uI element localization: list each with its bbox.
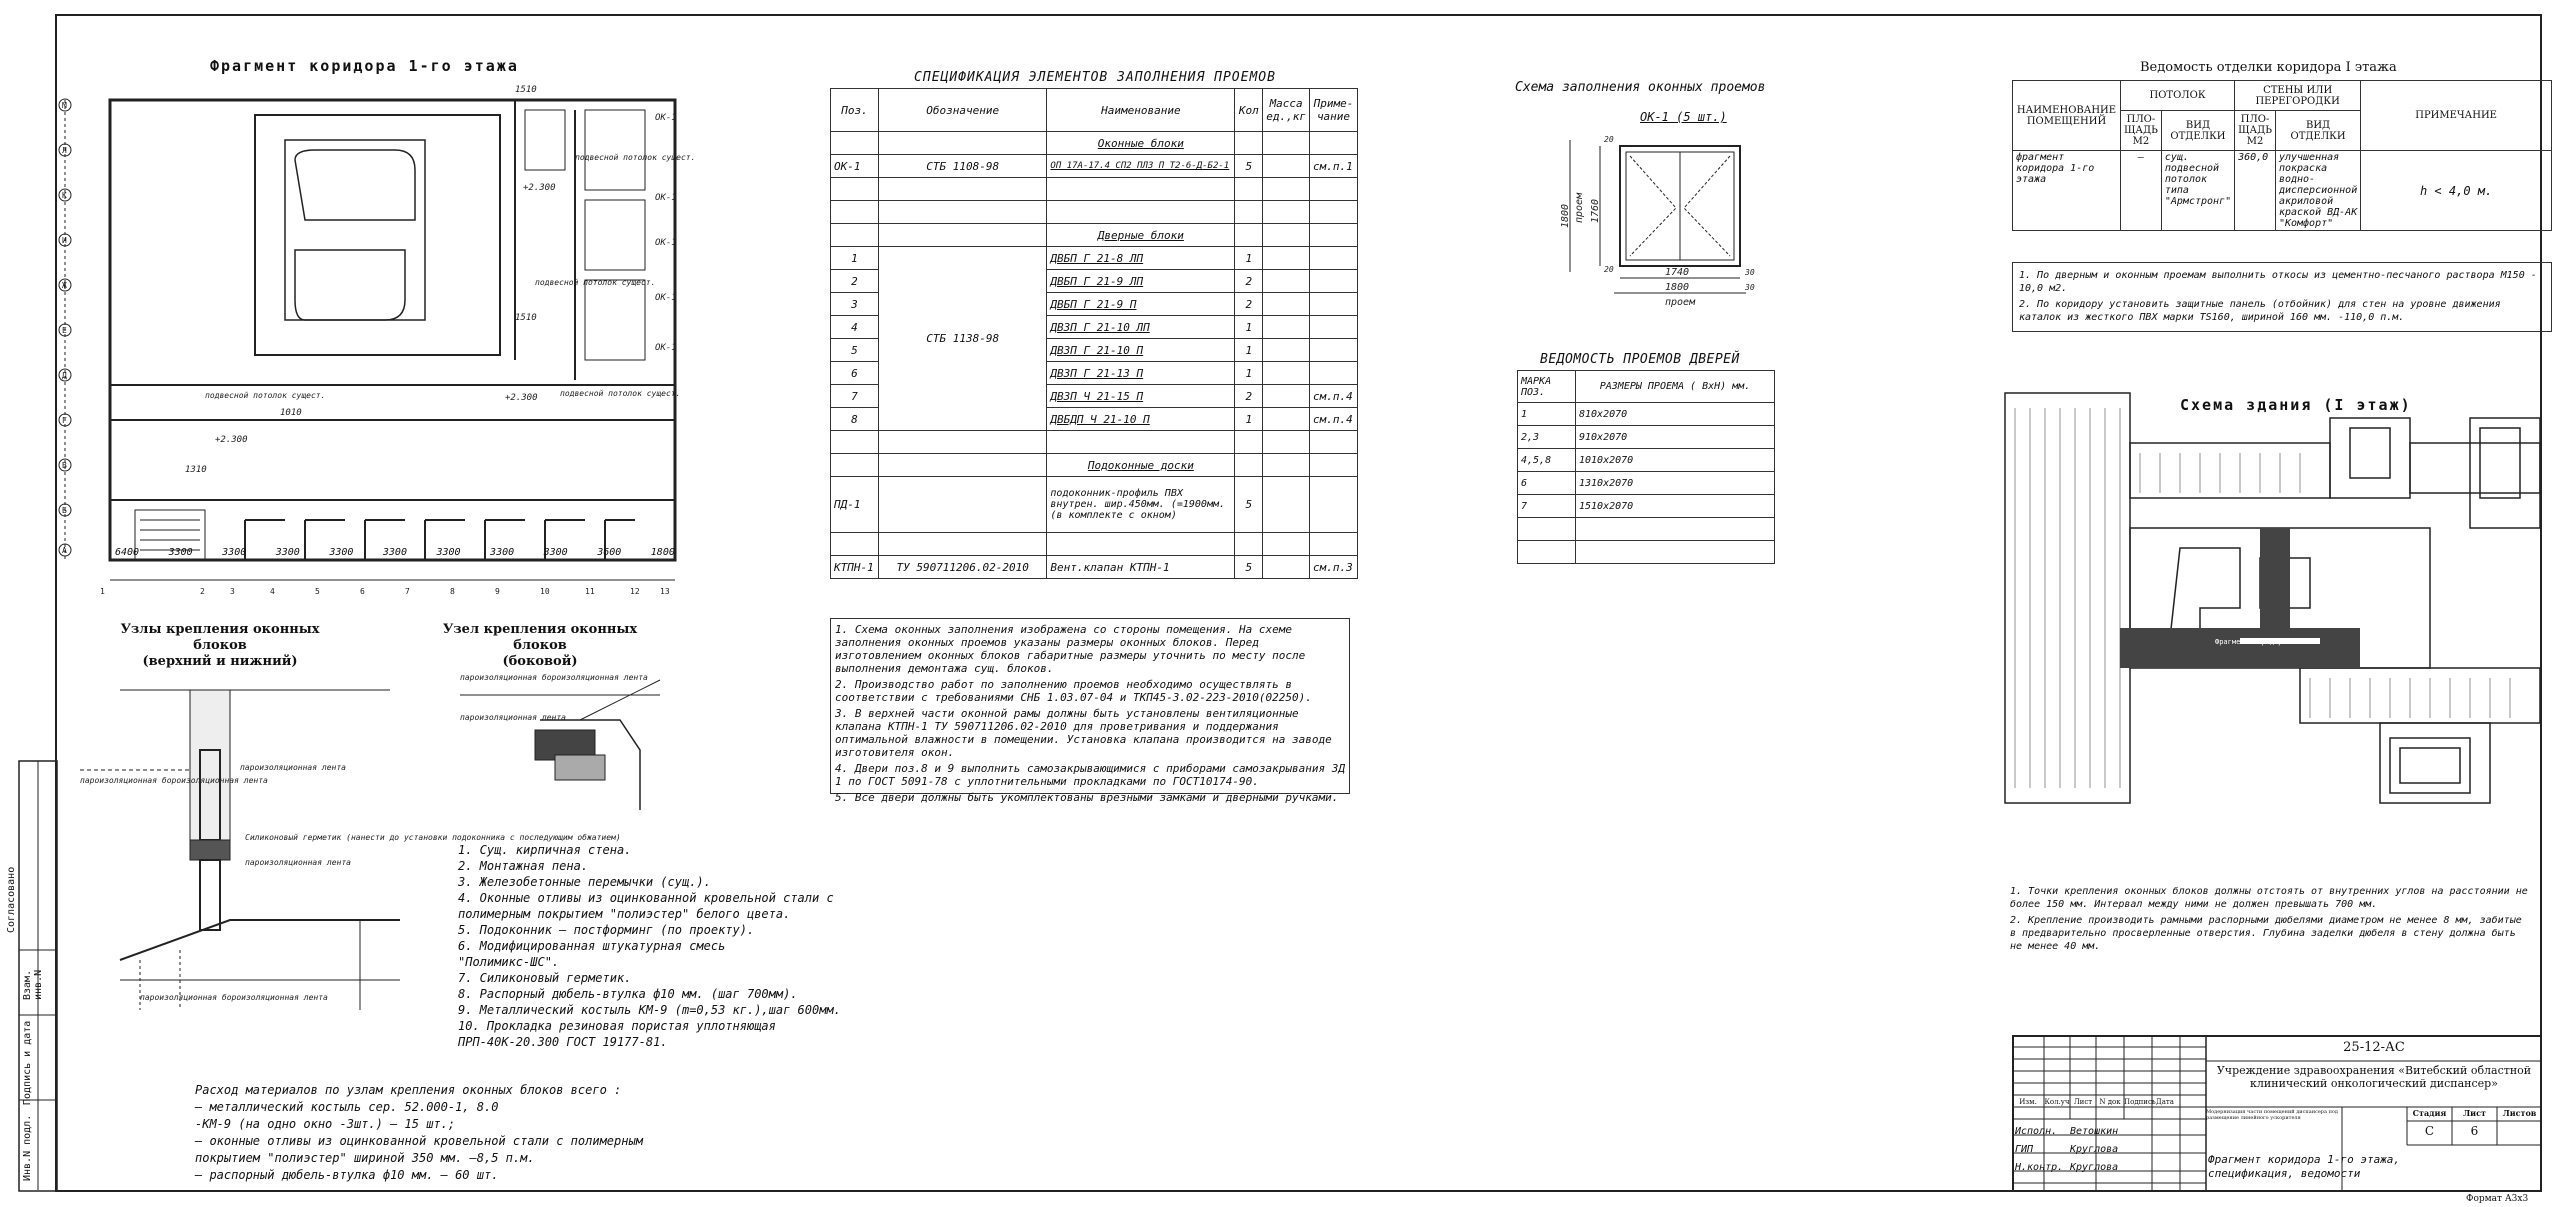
spec-table: Поз. Обозначение Наименование Кол Масса ед.,кг Приме- чание Оконные блоки ОК-1 СТБ 1108-98 ОП 17А-17.4 СП2 ПЛ3 П Т2-6-Д-Б2-1 5 см.п.1 Дверные блоки 1 СТБ 1138-98 ДВБП Г 21-8 ЛП 1 2 ДВБП Г 21-9 ЛП 2 3 ДВБП Г 21-9 П 2 4 ДВЗП Г 21-10 ЛП 1 5 ДВЗП Г 21-10 П 1 6 ДВЗП Г 21-13 П 1 7 ДВЗП Ч 21-15 П 2 см.п.4 8 ДВБДП Ч 21-10 П 1 см.п.4 Подоконные доски ПД-1 подоконник-профиль ПВХ внутрен. шир.450мм. (=1900мм.(в комплекте с окном) 5 КТПН-1 ТУ 590711206.02-2010 Вент.клапан КТПН-1 5 см.п.3 bbox=[830, 88, 1358, 579]
dim: проем bbox=[1665, 297, 1696, 308]
materials-list: 1. Сущ. кирпичная стена. 2. Монтажная пена. 3. Железобетонные перемычки (сущ.). 4. Оконные отливы из оцинкованной кровельной стали с полимерным покрытием "полиэстер" белого цвета. 5. Подоконник — постформинг (по проекту). 6. Модифицированная штукатурная смесь "Полимикс-ШС". 7. Силиконовый герметик. 8. Распорный дюбель-втулка ф10 мм. (шаг 700мм). 9. Металлический костыль КМ-9 (m=0,53 кг.),шаг 600мм. 10. Прокладка резиновая пористая уплотняющая ПРП-40К-20.300 ГОСТ 19177-81. bbox=[458, 843, 841, 1049]
axis-letter: Л bbox=[62, 146, 67, 155]
dim: 1740 bbox=[1665, 267, 1690, 278]
node-label: пароизоляционная лента bbox=[240, 763, 346, 772]
axis-letter: К bbox=[62, 191, 67, 200]
axis-number: 8 bbox=[450, 587, 455, 596]
door-list-table: МАРКА ПОЗ. РАЗМЕРЫ ПРОЕМА ( BxH) мм. 1 810x2070 2,3 910x2070 4,5,8 1010x2070 6 1310x2070 7 1510x2070 bbox=[1517, 370, 1775, 564]
dim: 20 bbox=[1604, 135, 1614, 144]
plan-label: подвесной потолок сущест. bbox=[535, 278, 656, 287]
stamp-object: Модернизация части помещений диспансера под размещение линейного ускорителя bbox=[2206, 1109, 2339, 1121]
door-row: 4,5,8 1010x2070 bbox=[1518, 449, 1775, 472]
axis-number: 9 bbox=[495, 587, 500, 596]
axis-letter: В bbox=[62, 461, 67, 470]
axis-letter: Е bbox=[62, 326, 67, 335]
window-mark: ОК-1 bbox=[655, 193, 677, 203]
stamp-sheet-headers: Стадия Лист Листов bbox=[2412, 1108, 2537, 1118]
stamp-org: Учреждение здравоохранения «Витебский областной клинический онкологический диспансер» bbox=[2216, 1064, 2532, 1090]
window-mark: ОК-1 bbox=[655, 293, 677, 303]
node-side-title: Узел крепления оконных блоков (боковой) bbox=[442, 622, 638, 669]
plan-label: подвесной потолок сущест. bbox=[575, 153, 696, 162]
side-stamp-replace: Взам. инв.N bbox=[22, 969, 44, 1001]
level-mark: +2.300 bbox=[523, 183, 556, 193]
dim: 1760 bbox=[1590, 198, 1601, 223]
level-mark: +2.300 bbox=[505, 393, 538, 403]
node-top-drawing bbox=[80, 660, 621, 1020]
building-title: Схема здания (I этаж) bbox=[2180, 396, 2412, 414]
window-mark: ОК-1 bbox=[655, 113, 677, 123]
finish-notes: 1. По дверным и оконным проемам выполнить откосы из цементно-песчаного раствора М150 - 10,0 м2. 2. По коридору установить защитные панель (отбойник) для стен на уровне движения каталок из жесткого ПВХ марки TS160, шириной 160 мм. -110,0 п.м. bbox=[2012, 262, 2552, 332]
spec-row-ktpn: КТПН-1 ТУ 590711206.02-2010 Вент.клапан КТПН-1 5 см.п.3 bbox=[831, 556, 1358, 579]
window-mark: ОК-1 bbox=[655, 343, 677, 353]
stamp-roles: Исполн. ГИП Н.контр. bbox=[2015, 1126, 2064, 1173]
node-label: пароизоляционная лента bbox=[460, 713, 566, 722]
node-label: пароизоляционная бороизоляционная лента bbox=[460, 673, 648, 682]
axis-number: 3 bbox=[230, 587, 235, 596]
building-caption: Фрагмент коридора 1 этажа bbox=[2215, 638, 2321, 646]
axis-letter: М bbox=[62, 101, 67, 110]
spec-row-door: 5 ДВЗП Г 21-10 П 1 bbox=[831, 339, 1358, 362]
stamp-cols: Изм. Кол.уч Лист N док Подпись Дата bbox=[2019, 1098, 2174, 1106]
axis-letter: А bbox=[62, 546, 67, 555]
axis-number: 2 bbox=[200, 587, 205, 596]
axis-number: 1 bbox=[100, 587, 105, 596]
axis-number: 4 bbox=[270, 587, 275, 596]
node-side-drawing bbox=[460, 660, 680, 820]
stamp-code: 25-12-АС bbox=[2343, 1040, 2405, 1055]
axis-number: 6 bbox=[360, 587, 365, 596]
door-row: 6 1310x2070 bbox=[1518, 472, 1775, 495]
dim: 20 bbox=[1604, 265, 1614, 274]
node-top-title: Узлы крепления оконных блоков (верхний и нижний) bbox=[120, 622, 320, 669]
spec-row-ok1: ОК-1 СТБ 1108-98 ОП 17А-17.4 СП2 ПЛ3 П Т2-6-Д-Б2-1 5 см.п.1 bbox=[831, 155, 1358, 178]
spec-row-door: 2 ДВБП Г 21-9 ЛП 2 bbox=[831, 270, 1358, 293]
dim: 1800 bbox=[1560, 203, 1571, 228]
axis-number: 13 bbox=[660, 587, 670, 596]
door-list-title: ВЕДОМОСТЬ ПРОЕМОВ ДВЕРЕЙ bbox=[1540, 352, 1740, 367]
window-scheme-title: Схема заполнения оконных проемов bbox=[1515, 80, 1766, 95]
node-label: пароизоляционная бороизоляционная лента bbox=[140, 993, 328, 1002]
consumption: Расход материалов по узлам крепления оконных блоков всего : — металлический костыль сер. 52.000-1, 8.0 -КМ-9 (на одно окно -3шт.) — 15 шт.; — оконные отливы из оцинкованной кровельной стали с полимерным покрытием "полиэстер" шириной 350 мм. —8,5 п.м. — распорный дюбель-втулка ф10 мм. — 60 шт. bbox=[195, 1083, 643, 1182]
axis-number: 12 bbox=[630, 587, 640, 596]
anchor-notes: 1. Точки крепления оконных блоков должны отстоять от внутренних углов на расстоянии не более 150 мм. Интервал между ними не должен превышать 700 мм. 2. Крепление производить рамными распорными дюбелями диаметром не менее 8 мм, забитые в предварительно просверленные отверстия. Глубина заделки дюбеля в стену должна быть не менее 40 мм. bbox=[2010, 886, 2528, 952]
building-scheme bbox=[2000, 388, 2550, 808]
node-label: Силиконовый герметик (нанести до установки подоконника с последующим обжатием) bbox=[245, 833, 621, 842]
axis-number: 11 bbox=[585, 587, 595, 596]
door-row: 2,3 910x2070 bbox=[1518, 426, 1775, 449]
door-row: 1 810x2070 bbox=[1518, 403, 1775, 426]
dim: 1800 bbox=[1665, 282, 1690, 293]
axis-number: 5 bbox=[315, 587, 320, 596]
side-stamp-sign: Подпись и дата bbox=[22, 1020, 33, 1105]
dim: проем bbox=[1574, 192, 1585, 223]
dim-top: 1310 bbox=[185, 465, 207, 475]
finish-row: фрагмент коридора 1-го этажа — сущ. подвесной потолок типа "Армстронг" 360,0 улучшенная покраска водно-дисперсионной акриловой краской ВД-АК "Комфорт" h < 4,0 м. bbox=[2013, 151, 2552, 231]
finish-title: Ведомость отделки коридора I этажа bbox=[2140, 60, 2397, 75]
stamp-sheet-title: Фрагмент коридора 1-го этажа, спецификация, ведомости bbox=[2208, 1153, 2401, 1180]
dim-top: 1510 bbox=[515, 85, 537, 95]
axis-letter: И bbox=[62, 236, 67, 245]
axis-letter: Ж bbox=[62, 281, 67, 290]
stamp-format: Формат А3х3 bbox=[2466, 1194, 2529, 1204]
finish-table: НАИМЕНОВАНИЕ ПОМЕЩЕНИЙ ПОТОЛОК СТЕНЫ ИЛИ ПЕРЕГОРОДКИ ПРИМЕЧАНИЕ ПЛО- ЩАДЬ М2 ВИД ОТДЕЛКИ ПЛО- ЩАДЬ М2 ВИД ОТДЕЛКИ фрагмент коридора 1-го этажа — сущ. подвесной потолок типа "Армстронг" 360,0 улучшенная покраска водно-дисперсионной акриловой краской ВД-АК "Комфорт" h < 4,0 м. bbox=[2012, 80, 2552, 231]
spec-title: СПЕЦИФИКАЦИЯ ЭЛЕМЕНТОВ ЗАПОЛНЕНИЯ ПРОЕМОВ bbox=[914, 70, 1276, 85]
plan-label: подвесной потолок сущест. bbox=[560, 389, 681, 398]
plan-bottom-dims: 6400 3300 3300 3300 3300 3300 3300 3300 3300 3600 1800 bbox=[115, 547, 675, 558]
axis-number: 7 bbox=[405, 587, 410, 596]
dim-top: 1010 bbox=[280, 408, 302, 418]
spec-row-door: 6 ДВЗП Г 21-13 П 1 bbox=[831, 362, 1358, 385]
spec-row-pd1: ПД-1 подоконник-профиль ПВХ внутрен. шир.450мм. (=1900мм.(в комплекте с окном) 5 bbox=[831, 477, 1358, 533]
axis-number: 10 bbox=[540, 587, 550, 596]
level-mark: +2.300 bbox=[215, 435, 248, 445]
stamp-sheet-values: С 6 bbox=[2424, 1124, 2479, 1138]
spec-row-door: 3 ДВБП Г 21-9 П 2 bbox=[831, 293, 1358, 316]
dim: 30 bbox=[1745, 283, 1755, 292]
spec-row-door: 7 ДВЗП Ч 21-15 П 2 см.п.4 bbox=[831, 385, 1358, 408]
node-label: пароизоляционная лента bbox=[245, 858, 351, 867]
dim: 30 bbox=[1745, 268, 1755, 277]
spec-row-door: 8 ДВБДП Ч 21-10 П 1 см.п.4 bbox=[831, 408, 1358, 431]
plan-label: подвесной потолок сущест. bbox=[205, 391, 326, 400]
spec-row-door: 1 СТБ 1138-98 ДВБП Г 21-8 ЛП 1 bbox=[831, 247, 1358, 270]
corridor-plan bbox=[55, 80, 715, 596]
door-row: 7 1510x2070 bbox=[1518, 495, 1775, 518]
node-label: пароизоляционная бороизоляционная лента bbox=[80, 776, 268, 785]
corridor-plan-title: Фрагмент коридора 1-го этажа bbox=[210, 57, 519, 75]
axis-letter: Б bbox=[62, 506, 67, 515]
axis-letter: Д bbox=[62, 371, 67, 380]
window-scheme-label: ОК-1 (5 шт.) bbox=[1640, 110, 1727, 124]
axis-letter: Г bbox=[62, 416, 67, 425]
spec-row-door: 4 ДВЗП Г 21-10 ЛП 1 bbox=[831, 316, 1358, 339]
side-stamp-inv: Инв.N подл. bbox=[22, 1114, 33, 1181]
window-scheme-drawing bbox=[1540, 128, 1770, 308]
dim-top: 1510 bbox=[515, 313, 537, 323]
stamp-names: Ветошкин Круглова Круглова bbox=[2070, 1126, 2119, 1173]
window-mark: ОК-1 bbox=[655, 238, 677, 248]
side-stamp-approved: Согласовано bbox=[6, 866, 17, 934]
spec-notes: 1. Схема оконных заполнения изображена со стороны помещения. На схеме заполнения оконных проемов указаны размеры оконных блоков. Перед изготовлением оконных блоков габаритные размеры уточнить по месту после выполнения демонтажа сущ. блоков. 2. Производство работ по заполнению проемов необходимо осуществлять в соответствии с требованиями СНБ 1.03.07-04 и ТКП45-3.02-223-2010(02250). 3. В верхней части оконной рамы должны быть установлены вентиляционные клапана КТПН-1 ТУ 590711206.02-2010 для проветривания и поддержания оптимальной влажности в помещении. Установка клапана производится на заводе изготовителя окон. 4. Двери поз.8 и 9 выполнить самозакрывающимися с приборами самозакрывания ЗД 1 по ГОСТ 5091-78 с уплотнительными прокладками по ГОСТ10174-90. 5. Все двери должны быть укомплектованы врезными замками и дверными ручками. bbox=[830, 618, 1350, 794]
